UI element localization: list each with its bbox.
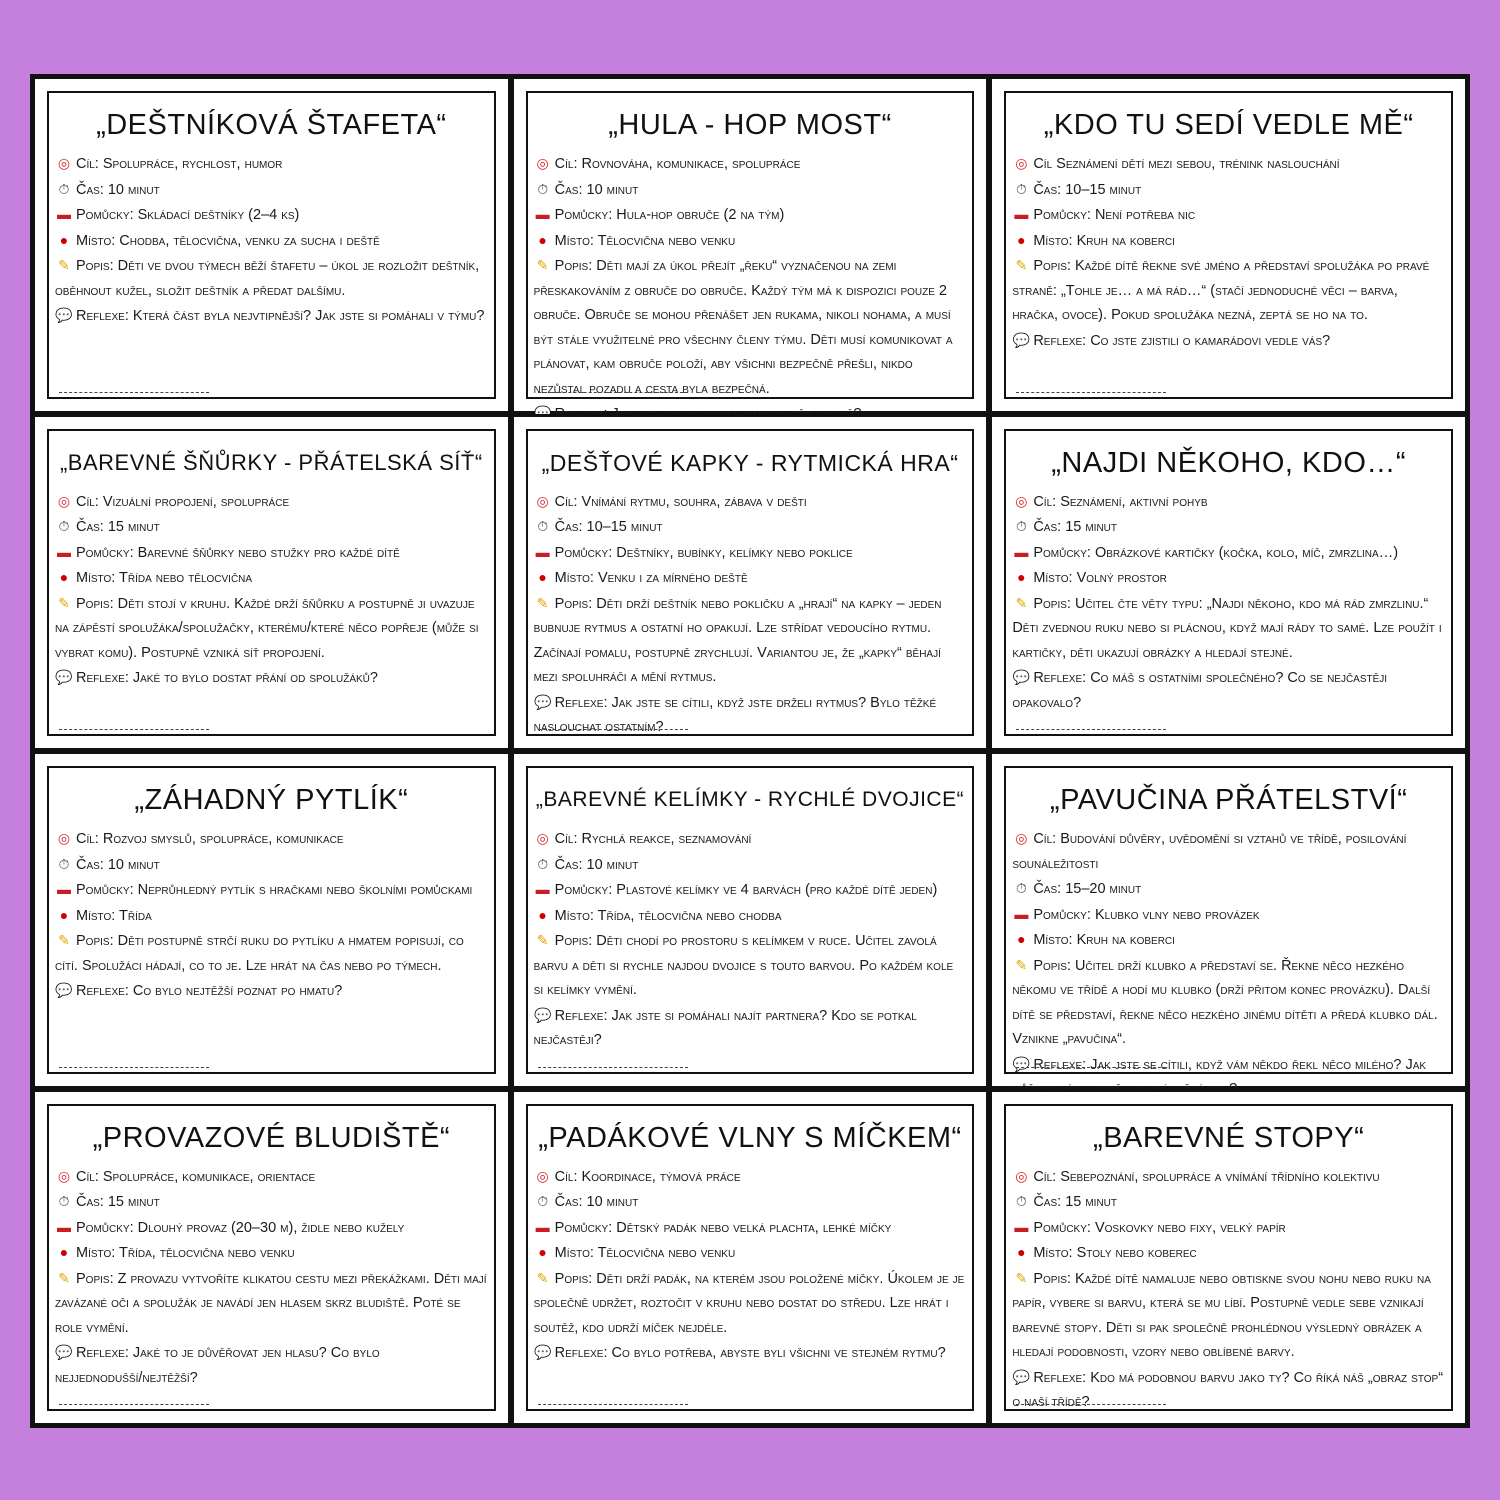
stopwatch-icon: ⏱	[58, 1193, 70, 1209]
target-icon: ◎	[57, 1167, 71, 1184]
card-time-line	[55, 177, 488, 203]
speech-bubble-icon: 💬	[1012, 1368, 1031, 1385]
card-desc-line	[1012, 591, 1445, 666]
card-goal-text: Cíl: Koordinace, týmová práce	[554, 1168, 741, 1185]
card-place-line	[534, 1240, 967, 1266]
target-icon: ◎	[1015, 155, 1028, 171]
target-icon: ◎	[57, 492, 71, 509]
card-goal-line	[1012, 826, 1445, 876]
card-reflex-text: Reflexe: Co bylo nejtěžší poznat po hmatu?	[76, 983, 343, 999]
card-goal-line	[534, 489, 967, 515]
toolbox-icon: ▬	[1014, 206, 1029, 222]
card-tools-line	[534, 1215, 967, 1241]
memo-icon: ✎	[1015, 594, 1028, 611]
card-reflex-line	[534, 1340, 967, 1366]
card-desc-text: Popis: Děti stojí v kruhu. Každé drží šňůrku a postupně ji uvazuje na zápěstí spolužáka/spolužačky, kterému/které něco popřeje (může si vybrat komu). Postupně vzniká síť propojení.	[55, 595, 479, 661]
stopwatch-icon: ⏱	[1015, 180, 1027, 197]
activity-card	[1004, 766, 1453, 1074]
dashed-cut-line	[59, 1067, 209, 1068]
pin-icon: ●	[59, 1244, 69, 1260]
stopwatch-icon: ⏱	[537, 1193, 549, 1209]
dashed-cut-line	[538, 729, 688, 730]
speech-bubble-icon: 💬	[55, 307, 73, 323]
card-time-text: Čas: 10 minut	[76, 181, 160, 198]
dashed-cut-line	[59, 392, 209, 393]
pin-icon: ●	[59, 906, 69, 923]
card-title: „KDO TU SEDÍ VEDLE MĚ“	[1043, 109, 1414, 141]
dashed-cut-line	[59, 1404, 209, 1405]
memo-icon: ✎	[58, 594, 70, 611]
card-place-text: Místo: Tělocvična nebo venku	[554, 1245, 736, 1261]
stopwatch-icon: ⏱	[1015, 1193, 1027, 1209]
activity-card-cell	[989, 1089, 1468, 1427]
card-reflex-text: Reflexe: Kdo má podobnou barvu jako ty? Co říká náš „obraz stop“ o naší třídě?	[1012, 1369, 1444, 1410]
activity-card	[526, 766, 975, 1074]
stopwatch-icon: ⏱	[58, 855, 70, 872]
pin-icon: ●	[538, 1244, 547, 1260]
toolbox-icon: ▬	[535, 881, 550, 897]
card-tools-text: Pomůcky: Není potřeba nic	[1033, 207, 1196, 223]
card-time-text: Čas: 10 minut	[554, 1194, 639, 1210]
card-title: „BAREVNÉ KELÍMKY - RYCHLÉ DVOJICE“	[535, 788, 965, 811]
card-tools-text: Pomůcky: Dětský padák nebo velká plachta, lehké míčky	[554, 1219, 892, 1236]
card-time-line	[534, 177, 967, 203]
card-place-text: Místo: Kruh na koberci	[1033, 932, 1175, 948]
card-time-text: Čas: 10 minut	[554, 181, 639, 198]
pin-icon: ●	[538, 906, 547, 923]
card-time-line	[1012, 514, 1445, 540]
memo-icon: ✎	[1015, 1269, 1028, 1286]
card-tools-text: Pomůcky: Hula-hop obruče (2 na tým)	[554, 207, 785, 223]
stopwatch-icon: ⏱	[1015, 518, 1027, 534]
card-reflex-line	[55, 978, 488, 1004]
card-tools-line	[1012, 202, 1445, 228]
card-desc-text: Popis: Každé dítě řekne své jméno a představí spolužáka po pravé straně: „Tohle je… a má rád…“ (stačí jednoduché věci – barva, hračka, ovoce). Pokud spolužáka nezná, zeptá se ho na to.	[1012, 258, 1430, 323]
card-place-text: Místo: Třída, tělocvična nebo chodba	[554, 907, 782, 924]
card-goal-text: Cíl: Seznámení, aktivní pohyb	[1033, 493, 1208, 510]
toolbox-icon: ▬	[535, 1218, 550, 1235]
card-title: „PROVAZOVÉ BLUDIŠTĚ“	[92, 1121, 451, 1154]
speech-bubble-icon: 💬	[55, 1344, 73, 1360]
card-time-text: Čas: 15 minut	[76, 519, 160, 535]
card-goal-line	[1012, 151, 1445, 177]
card-time-text: Čas: 15–20 minut	[1033, 881, 1142, 897]
card-desc-line	[55, 928, 488, 978]
card-desc-text: Popis: Z provazu vytvoříte klikatou cestu mezi překážkami. Děti mají zavázané oči a spolužák je navádí jen hlasem skrz bludiště. Poté se role vymění.	[55, 1270, 487, 1336]
target-icon: ◎	[536, 830, 549, 846]
dashed-cut-line	[1016, 1404, 1166, 1405]
card-goal-line	[534, 826, 967, 852]
card-tools-line	[55, 877, 488, 903]
activity-card-cell	[32, 751, 511, 1089]
stopwatch-icon: ⏱	[58, 518, 70, 534]
card-tools-text: Pomůcky: Deštníky, bubínky, kelímky nebo poklice	[554, 544, 853, 561]
card-tools-text: Pomůcky: Plastové kelímky ve 4 barvách (pro každé dítě jeden)	[554, 882, 938, 898]
activity-card	[47, 91, 496, 399]
pin-icon: ●	[59, 231, 69, 248]
card-desc-text: Popis: Děti drží padák, na kterém jsou položené míčky. Úkolem je je společně udržet, roztočit v kruhu nebo dostat do středu. Lze hrát i soutěž, kdo udrží míček nejdéle.	[533, 1270, 965, 1336]
card-time-text: Čas: 10–15 minut	[554, 519, 663, 535]
card-desc-line	[55, 253, 488, 303]
stopwatch-icon: ⏱	[58, 180, 70, 197]
card-title: „BAREVNÉ ŠŇŮRKY - PŘÁTELSKÁ SÍŤ“	[59, 449, 483, 475]
card-goal-text: Cíl: Rozvoj smyslů, spolupráce, komunikace	[76, 831, 344, 847]
card-tools-text: Pomůcky: Skládací deštníky (2–4 ks)	[76, 207, 300, 223]
card-desc-line	[534, 928, 967, 1003]
activity-card-cell	[32, 1089, 511, 1427]
memo-icon: ✎	[58, 257, 70, 273]
card-time-line	[534, 852, 967, 878]
target-icon: ◎	[57, 155, 71, 171]
card-reflex-text: Reflexe: Co máš s ostatními společného? Co se nejčastěji opakovalo?	[1012, 670, 1388, 711]
stopwatch-icon: ⏱	[1015, 880, 1027, 896]
card-place-line	[1012, 1240, 1445, 1266]
card-desc-text: Popis: Děti ve dvou týmech běží štafetu – úkol je rozložit deštník, oběhnout kužel, složit deštník a předat dalšímu.	[55, 258, 480, 299]
card-place-text: Místo: Třída, tělocvična nebo venku	[76, 1245, 295, 1261]
card-goal-text: Cíl: Rychlá reakce, seznamování	[554, 831, 752, 847]
activity-card	[1004, 429, 1453, 737]
dashed-cut-line	[538, 1067, 688, 1068]
card-place-line	[534, 565, 967, 591]
card-reflex-text: Reflexe: Jak jste se cítili, když jste drželi rytmus? Bylo těžké naslouchat ostatním?	[533, 694, 937, 735]
card-desc-line	[1012, 953, 1445, 1052]
card-place-line	[534, 903, 967, 929]
card-time-text: Čas: 15 minut	[1033, 519, 1118, 535]
card-time-text: Čas: 15 minut	[76, 1194, 160, 1210]
activity-card-cell	[511, 751, 990, 1089]
card-goal-line	[55, 1164, 488, 1190]
memo-icon: ✎	[536, 257, 549, 273]
card-title: „BAREVNÉ STOPY“	[1093, 1121, 1365, 1154]
card-time-text: Čas: 10 minut	[554, 856, 639, 873]
card-reflex-text: Reflexe: Co bylo potřeba, abyste byli všichni ve stejném rytmu?	[554, 1345, 946, 1361]
card-tools-line	[534, 877, 967, 903]
card-place-line	[1012, 565, 1445, 591]
activity-card-cell	[989, 414, 1468, 752]
card-goal-line	[534, 151, 967, 177]
card-place-line	[1012, 927, 1445, 953]
memo-icon: ✎	[536, 932, 549, 948]
card-place-line	[1012, 228, 1445, 254]
card-tools-text: Pomůcky: Voskovky nebo fixy, velký papír	[1033, 1219, 1286, 1236]
card-desc-line	[1012, 253, 1445, 328]
memo-icon: ✎	[1015, 956, 1028, 973]
memo-icon: ✎	[536, 1269, 549, 1286]
dashed-cut-line	[538, 392, 688, 393]
stopwatch-icon: ⏱	[537, 855, 549, 872]
card-desc-line	[534, 1266, 967, 1341]
card-place-text: Místo: Třída	[76, 907, 152, 924]
card-goal-line	[1012, 1164, 1445, 1190]
card-tools-line	[534, 202, 967, 228]
card-time-line	[534, 1189, 967, 1215]
activity-card	[47, 1104, 496, 1412]
card-goal-text: Cíl: Vizuální propojení, spolupráce	[76, 493, 290, 510]
card-title: „PADÁKOVÉ VLNY S MÍČKEM“	[538, 1121, 962, 1154]
card-title: „PAVUČINA PŘÁTELSTVÍ“	[1049, 784, 1408, 816]
card-reflex-line	[1012, 328, 1445, 354]
speech-bubble-icon: 💬	[1012, 1055, 1031, 1072]
target-icon: ◎	[536, 492, 549, 509]
card-goal-line	[55, 489, 488, 515]
card-title: „HULA - HOP MOST“	[608, 109, 892, 141]
pin-icon: ●	[1017, 1244, 1026, 1260]
speech-bubble-icon: 💬	[533, 1006, 552, 1023]
dashed-cut-line	[1016, 1067, 1166, 1068]
card-goal-line	[55, 826, 488, 852]
toolbox-icon: ▬	[57, 881, 71, 897]
target-icon: ◎	[1015, 830, 1028, 846]
card-reflex-text: Reflexe: Která část byla nejvtipnější? Jak jste si pomáhali v týmu?	[76, 308, 485, 324]
card-reflex-line	[55, 665, 488, 691]
card-place-text: Místo: Chodba, tělocvična, venku za sucha i deště	[76, 232, 380, 249]
stopwatch-icon: ⏱	[537, 518, 549, 534]
speech-bubble-icon: 💬	[55, 669, 73, 685]
activity-card-cell	[511, 414, 990, 752]
dashed-cut-line	[1016, 392, 1166, 393]
pin-icon: ●	[1017, 569, 1026, 585]
card-reflex-line	[1012, 665, 1445, 715]
toolbox-icon: ▬	[1014, 543, 1029, 560]
card-reflex-text: Reflexe: Jak jste si pomáhali najít partnera? Kdo se potkal nejčastěji?	[533, 1007, 917, 1048]
activity-card-sheet	[30, 74, 1470, 1428]
target-icon: ◎	[1015, 1167, 1028, 1184]
card-tools-line	[55, 1215, 488, 1241]
card-time-line	[55, 852, 488, 878]
activity-card-cell	[32, 76, 511, 414]
activity-card-cell	[989, 751, 1468, 1089]
activity-card	[47, 429, 496, 737]
card-place-line	[55, 903, 488, 929]
pin-icon: ●	[1017, 931, 1026, 947]
toolbox-icon: ▬	[57, 1218, 71, 1235]
card-goal-text: Cíl: Sebepoznání, spolupráce a vnímání třídního kolektivu	[1033, 1168, 1380, 1185]
memo-icon: ✎	[1015, 257, 1028, 273]
card-tools-text: Pomůcky: Barevné šňůrky nebo stužky pro každé dítě	[76, 544, 400, 561]
pin-icon: ●	[538, 231, 547, 248]
card-desc-text: Popis: Děti mají za úkol přejít „řeku“ vyznačenou na zemi přeskakováním z obruče do obruče. Každý tým má k dispozici pouze 2 obruče. Obruče se mohou přenášet jen rukama, nikoli nohama, a musí být stále využitelné pro všechny členy týmu. Děti musí komunikovat a plánovat, kam obruče položí, aby všichni bezpečně přešli, nikdo nezůstal pozadu a cesta byla bezpečná.	[533, 258, 953, 397]
card-reflex-line	[534, 690, 967, 740]
toolbox-icon: ▬	[57, 206, 71, 222]
card-goal-text: Cíl Seznámení dětí mezi sebou, trénink naslouchání	[1033, 156, 1340, 172]
memo-icon: ✎	[58, 932, 70, 948]
speech-bubble-icon: 💬	[533, 1344, 552, 1360]
card-goal-text: Cíl: Spolupráce, rychlost, humor	[76, 156, 283, 172]
card-desc-line	[55, 1266, 488, 1341]
card-time-text: Čas: 15 minut	[1033, 1194, 1118, 1210]
card-reflex-text: Reflexe: Jak jste se cítili, když vám někdo řekl něco milého? Jak	[1033, 1056, 1427, 1073]
target-icon: ◎	[536, 1167, 549, 1184]
activity-card-cell	[989, 76, 1468, 414]
card-goal-text: Cíl: Spolupráce, komunikace, orientace	[76, 1168, 316, 1185]
card-time-line	[1012, 177, 1445, 203]
card-place-text: Místo: Volný prostor	[1033, 570, 1167, 586]
activity-card	[526, 1104, 975, 1412]
activity-card-cell	[511, 1089, 990, 1427]
card-reflex-text: Reflexe: Jaké to bylo dostat přání od spolužáků?	[76, 670, 378, 686]
card-goal-text: Cíl: Budování důvěry, uvědomění si vztahů ve třídě, posilování sounáležitosti	[1012, 831, 1407, 872]
card-time-text: Čas: 10 minut	[76, 856, 160, 873]
stopwatch-icon: ⏱	[537, 180, 549, 197]
card-desc-text: Popis: Každé dítě namaluje nebo obtiskne svou nohu nebo ruku na papír, vybere si barvu, která se mu líbí. Postupně vedle sebe vznikají barevné stopy. Děti si pak společně prohlédnou výsledný obrázek a hledají podobnosti, vzory nebo oblíbené barvy.	[1012, 1270, 1431, 1360]
card-reflex-line	[534, 1003, 967, 1053]
card-time-line	[1012, 876, 1445, 902]
card-place-text: Místo: Tělocvična nebo venku	[554, 232, 736, 249]
activity-card	[1004, 91, 1453, 399]
card-tools-text: Pomůcky: Dlouhý provaz (20–30 m), židle nebo kužely	[76, 1219, 405, 1236]
card-time-text: Čas: 10–15 minut	[1033, 181, 1142, 198]
toolbox-icon: ▬	[1014, 1218, 1029, 1235]
card-place-line	[55, 228, 488, 254]
card-tools-text: Pomůcky: Neprůhledný pytlík s hračkami nebo školními pomůckami	[76, 882, 473, 898]
card-place-text: Místo: Stoly nebo koberec	[1033, 1245, 1197, 1261]
card-desc-text: Popis: Děti chodí po prostoru s kelímkem v ruce. Učitel zavolá barvu a děti si rychle najdou dvojice s touto barvou. Po každém kole si kelímky vymění.	[533, 933, 954, 998]
card-goal-line	[55, 151, 488, 177]
speech-bubble-icon: 💬	[533, 693, 552, 710]
card-place-line	[55, 1240, 488, 1266]
dashed-cut-line	[59, 729, 209, 730]
card-reflex-line	[55, 1340, 488, 1390]
card-time-line	[1012, 1189, 1445, 1215]
card-goal-line	[1012, 489, 1445, 515]
card-goal-line	[534, 1164, 967, 1190]
card-place-line	[534, 228, 967, 254]
pin-icon: ●	[59, 569, 69, 585]
card-desc-text: Popis: Učitel čte věty typu: „Najdi někoho, kdo má rád zmrzlinu.“ Děti zvednou ruku nebo si plácnou, když mají rády to samé. Lze použít i kartičky, děti ukazují obrázky a hledají stejné.	[1012, 595, 1442, 661]
card-title: „DEŠTNÍKOVÁ ŠTAFETA“	[96, 109, 447, 141]
target-icon: ◎	[1015, 492, 1028, 509]
target-icon: ◎	[57, 830, 71, 846]
card-place-text: Místo: Kruh na koberci	[1033, 232, 1175, 249]
card-desc-text: Popis: Děti postupně strčí ruku do pytlíku a hmatem popisují, co cítí. Spolužáci hádají, co to je. Lze hrát na čas nebo po týmech.	[55, 933, 464, 974]
toolbox-icon: ▬	[535, 206, 550, 222]
card-tools-text: Pomůcky: Obrázkové kartičky (kočka, kolo, míč, zmrzlina…)	[1033, 544, 1399, 561]
card-title: „ZÁHADNÝ PYTLÍK“	[134, 784, 409, 816]
activity-card-cell	[32, 414, 511, 752]
speech-bubble-icon: 💬	[1012, 331, 1031, 348]
card-title: „DEŠŤOVÉ KAPKY - RYTMICKÁ HRA“	[541, 449, 959, 476]
card-tools-line	[1012, 1215, 1445, 1241]
card-time-line	[55, 514, 488, 540]
toolbox-icon: ▬	[57, 543, 71, 560]
card-time-line	[55, 1189, 488, 1215]
card-reflex-line	[55, 303, 488, 329]
memo-icon: ✎	[58, 1269, 70, 1286]
card-tools-line	[55, 202, 488, 228]
card-reflex-line	[1012, 1365, 1445, 1415]
card-time-line	[534, 514, 967, 540]
card-place-text: Místo: Venku i za mírného deště	[554, 570, 748, 586]
card-reflex-text: Reflexe: Co jste zjistili o kamarádovi vedle vás?	[1033, 332, 1331, 349]
activity-card	[526, 429, 975, 737]
pin-icon: ●	[1017, 231, 1026, 248]
card-tools-line	[55, 540, 488, 566]
card-tools-line	[1012, 902, 1445, 928]
activity-card	[526, 91, 975, 399]
card-goal-text: Cíl: Rovnováha, komunikace, spolupráce	[554, 156, 801, 172]
dashed-cut-line	[1016, 729, 1166, 730]
toolbox-icon: ▬	[1014, 905, 1029, 922]
dashed-cut-line	[538, 1404, 688, 1405]
speech-bubble-icon: 💬	[55, 982, 73, 998]
card-goal-text: Cíl: Vnímání rytmu, souhra, zábava v dešti	[554, 493, 807, 510]
card-title: „NAJDI NĚKOHO, KDO…“	[1051, 446, 1407, 479]
activity-card	[47, 766, 496, 1074]
card-place-text: Místo: Třída nebo tělocvična	[76, 570, 253, 586]
card-desc-line	[1012, 1266, 1445, 1365]
card-place-line	[55, 565, 488, 591]
card-tools-text: Pomůcky: Klubko vlny nebo provázek	[1033, 906, 1260, 923]
memo-icon: ✎	[536, 594, 549, 611]
card-desc-line	[534, 253, 967, 401]
speech-bubble-icon: 💬	[1012, 669, 1031, 685]
card-desc-line	[55, 591, 488, 666]
activity-card	[1004, 1104, 1453, 1412]
card-desc-line	[534, 591, 967, 690]
card-desc-text: Popis: Děti drží deštník nebo pokličku a „hrají“ na kapky – jeden bubnuje rytmus a ostatní ho opakují. Lze střídat vedoucího rytmu. Začínají pomalu, postupně zrychlují. Variantou je, že „kapky“ běhají mezi spoluhráči a mění rytmus.	[533, 595, 942, 685]
card-tools-line	[534, 540, 967, 566]
card-tools-line	[1012, 540, 1445, 566]
card-desc-text: Popis: Učitel drží klubko a představí se. Řekne něco hezkého někomu ve třídě a hodí mu klubko (drží přitom konec provázku). Další dítě se představí, řekne něco hezkého jinému dítěti a předá klubko dál. Vznikne „pavučina“.	[1012, 957, 1438, 1047]
pin-icon: ●	[538, 569, 547, 585]
card-reflex-text: Reflexe: Jaké to je důvěřovat jen hlasu? Co bylo nejjednodušší/nejtěžší?	[55, 1345, 380, 1386]
target-icon: ◎	[536, 155, 549, 171]
toolbox-icon: ▬	[535, 543, 550, 560]
activity-card-cell	[511, 76, 990, 414]
